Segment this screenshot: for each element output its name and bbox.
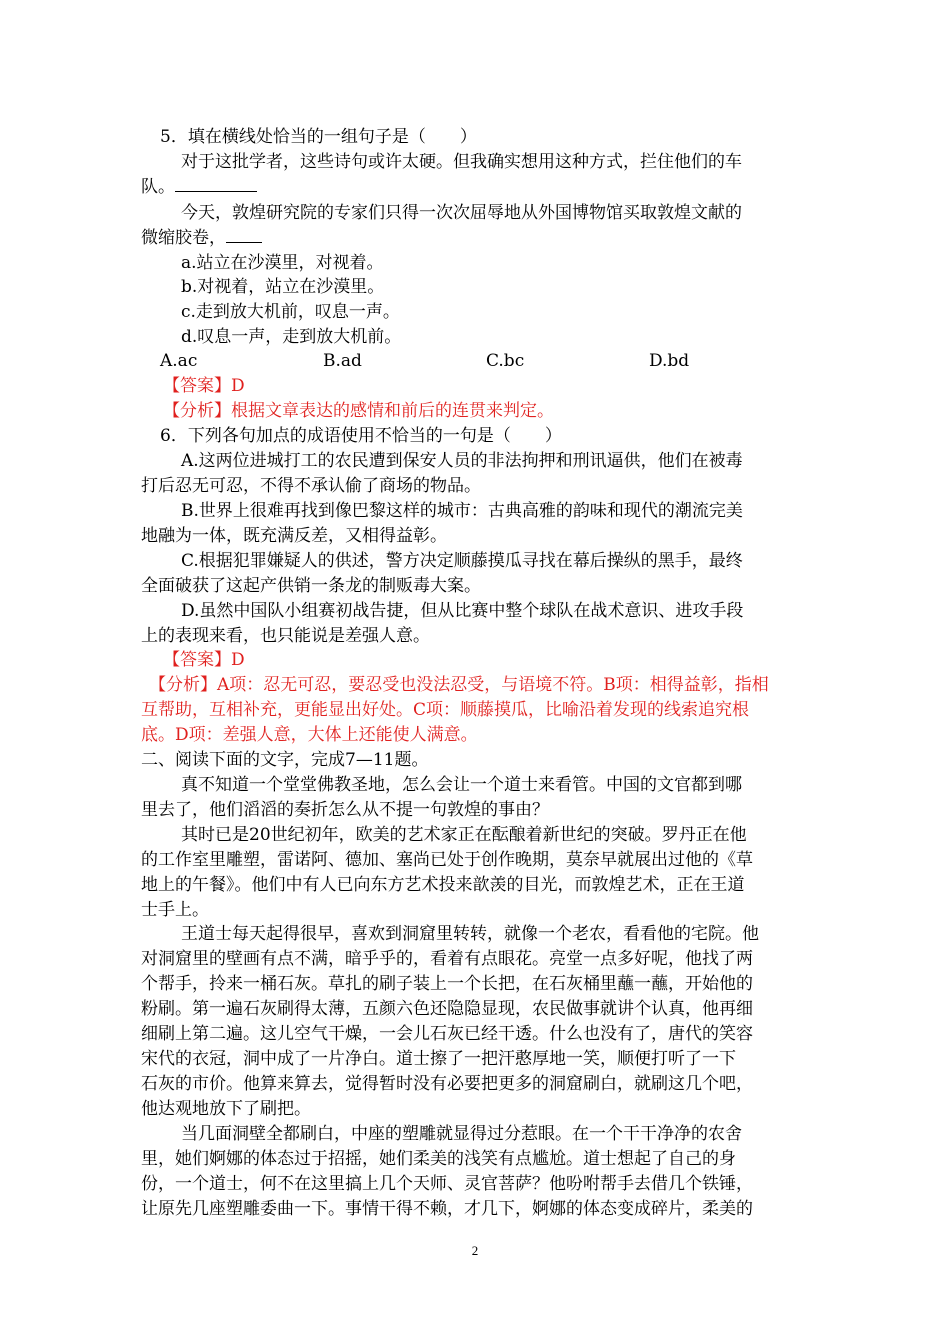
paragraph-3-line-8: 他达观地放下了刷把。	[141, 1099, 311, 1119]
page-number: 2	[471, 1243, 479, 1258]
question-6-option-b-line-1: B.世界上很难再找到像巴黎这样的城市：古典高雅的韵味和现代的潮流完美	[181, 501, 743, 521]
choice-b: B.ad	[323, 351, 362, 371]
question-5-option-d: d.叹息一声，走到放大机前。	[181, 327, 402, 347]
paragraph-4-line-2: 里，她们婀娜的体态过于招摇，她们柔美的浅笑有点尴尬。道士想起了自己的身	[141, 1149, 736, 1169]
paragraph-3-line-2: 对洞窟里的壁画有点不满，暗乎乎的，看着有点眼花。亮堂一点多好呢，他找了两	[141, 949, 753, 969]
question-5-passage-2-line-1: 今天，敦煌研究院的专家们只得一次次屈辱地从外国博物馆买取敦煌文献的	[181, 203, 742, 223]
paragraph-4-line-4: 让原先几座塑雕委曲一下。事情干得不赖，才几下，婀娜的体态变成碎片，柔美的	[141, 1199, 753, 1219]
paragraph-4-line-3: 份，一个道士，何不在这里搞上几个天师、灵官菩萨？他吩咐帮手去借几个铁锤，	[141, 1174, 753, 1194]
question-6-option-c-line-2: 全面破获了这起产供销一条龙的制贩毒大案。	[141, 576, 481, 596]
paragraph-2-line-2: 的工作室里雕塑，雷诺阿、德加、塞尚已处于创作晚期，莫奈早就展出过他的《草	[141, 850, 753, 870]
paragraph-2-line-4: 士手上。	[141, 900, 209, 920]
paragraph-2-line-3: 地上的午餐》。他们中有人已向东方艺术投来歆羡的目光，而敦煌艺术，正在王道	[141, 875, 745, 895]
question-5-passage-2-line-2-text: 微缩胶卷，	[141, 228, 226, 248]
choice-c: C.bc	[486, 351, 525, 371]
paragraph-4-line-1: 当几面洞壁全都刷白，中座的塑雕就显得过分惹眼。在一个干干净净的农舍	[181, 1124, 742, 1144]
question-5-passage-1-line-2	[141, 175, 257, 199]
question-5-passage-1-line-2-text: 队。	[141, 177, 175, 197]
question-5-option-a: a.站立在沙漠里，对视着。	[181, 253, 384, 273]
paragraph-3-line-7: 石灰的市价。他算来算去，觉得暂时没有必要把更多的洞窟刷白，就刷这几个吧，	[141, 1074, 753, 1094]
question-5-option-c: c.走到放大机前，叹息一声。	[181, 302, 400, 322]
paragraph-3-line-5: 细刷上第二遍。这儿空气干燥，一会儿石灰已经干透。什么也没有了，唐代的笑容	[141, 1024, 753, 1044]
choice-d: D.bd	[649, 351, 690, 371]
question-6-option-c-line-1: C.根据犯罪嫌疑人的供述，警方决定顺藤摸瓜寻找在幕后操纵的黑手，最终	[181, 551, 743, 571]
question-6-option-a-line-2: 打后忍无可忍，不得不承认偷了商场的物品。	[141, 476, 481, 496]
paragraph-2-line-1: 其时已是20世纪初年，欧美的艺术家正在酝酿着新世纪的突破。罗丹正在他	[181, 825, 747, 845]
question-5-answer: 【答案】D	[163, 376, 245, 396]
paragraph-1-line-2: 里去了，他们滔滔的奏折怎么从不提一句敦煌的事由？	[141, 800, 549, 820]
question-6-analysis-line-1: 【分析】A项：忍无可忍，要忍受也没法忍受，与语境不符。B项：相得益彰，指相	[149, 675, 769, 695]
question-5-stem: 5．填在横线处恰当的一组句子是（ ）	[160, 127, 477, 147]
paragraph-1-line-1: 真不知道一个堂堂佛教圣地，怎么会让一个道士来看管。中国的文官都到哪	[181, 775, 742, 795]
answer-blank-1	[175, 176, 257, 192]
question-6-option-d-line-2: 上的表现来看，也只能说是差强人意。	[141, 626, 430, 646]
question-5-option-b: b.对视着，站立在沙漠里。	[181, 277, 385, 297]
question-6-option-a-line-1: A.这两位进城打工的农民遭到保安人员的非法拘押和刑讯逼供，他们在被毒	[181, 451, 743, 471]
question-5-passage-2-line-2	[141, 226, 262, 250]
question-5-analysis: 【分析】根据文章表达的感情和前后的连贯来判定。	[163, 401, 554, 421]
question-6-analysis-line-2: 互帮助，互相补充，更能显出好处。C项：顺藤摸瓜，比喻沿着发现的线索追究根	[141, 700, 750, 720]
question-6-answer: 【答案】D	[163, 650, 245, 670]
question-6-option-b-line-2: 地融为一体，既充满反差，又相得益彰。	[141, 526, 447, 546]
question-6-stem: 6．下列各句加点的成语使用不恰当的一句是（ ）	[160, 426, 562, 446]
paragraph-3-line-4: 粉刷。第一遍石灰刷得太薄，五颜六色还隐隐显现，农民做事就讲个认真，他再细	[141, 999, 753, 1019]
question-5-passage-1-line-1: 对于这批学者，这些诗句或许太硬。但我确实想用这种方式，拦住他们的车	[181, 152, 742, 172]
paragraph-3-line-3: 个帮手，拎来一桶石灰。草扎的刷子装上一个长把，在石灰桶里蘸一蘸，开始他的	[141, 974, 753, 994]
section-2-heading: 二、阅读下面的文字，完成7—11题。	[141, 750, 429, 770]
choice-a: A.ac	[160, 351, 198, 371]
paragraph-3-line-6: 宋代的衣冠，洞中成了一片净白。道士擦了一把汗憨厚地一笑，顺便打听了一下	[141, 1049, 736, 1069]
answer-blank-2	[226, 227, 262, 243]
paragraph-3-line-1: 王道士每天起得很早，喜欢到洞窟里转转，就像一个老农，看看他的宅院。他	[181, 924, 759, 944]
question-6-analysis-line-3: 底。D项：差强人意，大体上还能使人满意。	[141, 725, 478, 745]
question-6-option-d-line-1: D.虽然中国队小组赛初战告捷，但从比赛中整个球队在战术意识、进攻手段	[181, 601, 744, 621]
